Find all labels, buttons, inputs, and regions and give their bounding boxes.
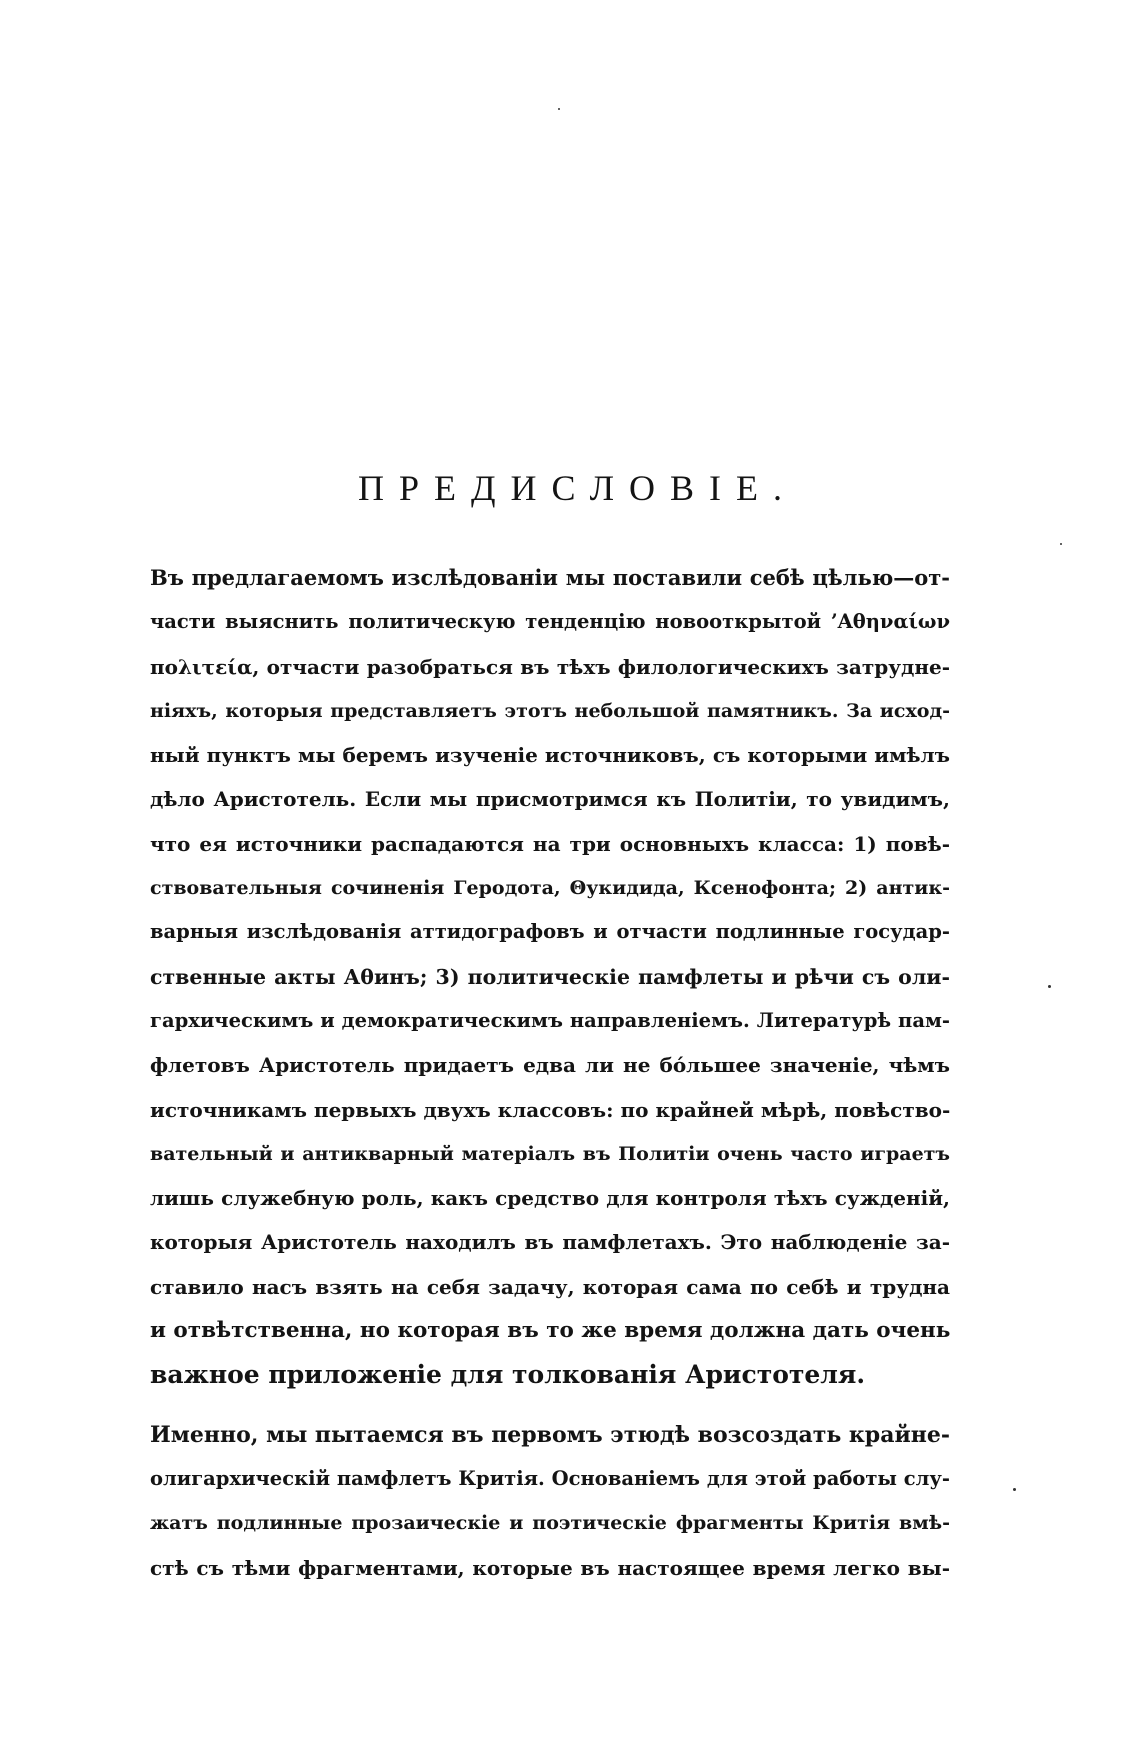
text-line: гархическимъ и демократическимъ направленіемъ. Литературѣ пам- (150, 1008, 950, 1032)
text-line: важное приложеніе для толкованія Аристотеля. (150, 1360, 866, 1390)
text-line: ный пунктъ мы беремъ изученіе источниковъ, съ которыми имѣлъ (150, 743, 950, 768)
text-line: что ея источники распадаются на три основныхъ класса: 1) повѣ- (150, 831, 950, 856)
page-title: ПРЕДИСЛОВІЕ. (357, 468, 798, 508)
text-line: части выяснить политическую тенденцію новооткрытой ’Αθηναίων (150, 610, 950, 634)
text-line: флетовъ Аристотель придаетъ едва ли не бо́льшее значеніе, чѣмъ (150, 1053, 950, 1078)
text-line: πολιτεία, отчасти разобраться въ тѣхъ филологическихъ затрудне- (150, 654, 950, 679)
text-line: ствовательныя сочиненія Геродота, Θукидида, Ксенофонта; 2) антик- (150, 877, 950, 900)
paragraph-1 (150, 556, 950, 1398)
text-line: вательный и антикварный матеріалъ въ Политіи очень часто играетъ (150, 1142, 950, 1165)
text-line: ственные акты Аθинъ; 3) политическіе памфлеты и рѣчи съ оли- (150, 964, 950, 989)
text-line: олигархическій памфлетъ Критія. Основаніемъ для этой работы слу- (150, 1466, 950, 1490)
text-line: варныя изслѣдованія аттидографовъ и отчасти подлинные государ- (150, 920, 950, 944)
text-line: Въ предлагаемомъ изслѣдованіи мы поставили себѣ цѣлью—от- (150, 565, 950, 590)
text-line: которыя Аристотель находилъ въ памфлетахъ. Это наблюденіе за- (150, 1230, 950, 1255)
scan-speck (1048, 985, 1051, 988)
paragraph-2 (150, 1413, 950, 1590)
text-line: стѣ съ тѣми фрагментами, которые въ настоящее время легко вы- (150, 1555, 950, 1580)
text-line: Именно, мы пытаемся въ первомъ этюдѣ возсоздать крайне- (150, 1421, 950, 1448)
scan-speck (1060, 543, 1062, 545)
text-line: жатъ подлинные прозаическіе и поэтическіе фрагменты Критія вмѣ- (150, 1512, 950, 1535)
body-text (150, 556, 950, 1590)
text-line: источникамъ первыхъ двухъ классовъ: по крайней мѣрѣ, повѣство- (150, 1097, 950, 1122)
text-line: ніяхъ, которыя представляетъ этотъ небольшой памятникъ. За исход- (150, 699, 950, 722)
text-line: и отвѣтственна, но которая въ то же время должна дать очень (150, 1318, 950, 1344)
scan-speck (1013, 1488, 1016, 1491)
text-line: дѣло Аристотель. Если мы присмотримся къ Политіи, то увидимъ, (150, 787, 950, 812)
scan-speck (558, 108, 560, 110)
text-line: ставило насъ взять на себя задачу, которая сама по себѣ и трудна (150, 1274, 950, 1299)
text-line: лишь служебную роль, какъ средство для контроля тѣхъ сужденій, (150, 1186, 950, 1211)
